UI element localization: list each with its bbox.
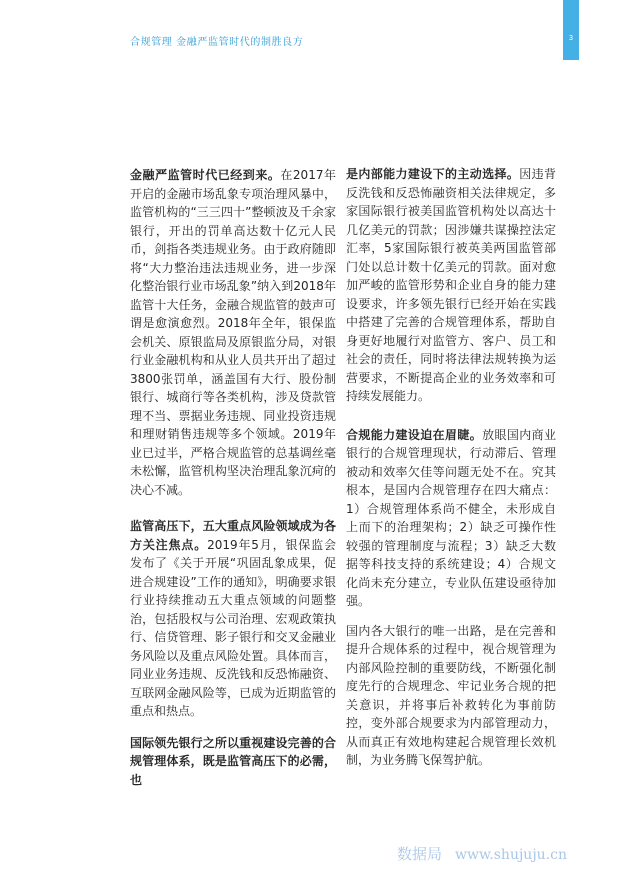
page-number-tab (563, 0, 579, 60)
paragraph (130, 166, 336, 499)
watermark-brand: 数据局 (397, 845, 443, 863)
paragraph (346, 622, 556, 770)
left-text-column (130, 166, 336, 789)
paragraph (130, 734, 336, 790)
paragraph (346, 165, 556, 406)
paragraph-body: 国内各大银行的唯一出路，是在完善和提升合规体系的过程中，视合规管理为内部风险控制的重要防线，不断强化制度先行的合规理念、牢记业务合规的把关意识，并将事后补救转化为事前防控，变外部合规要求为内部管理动力，从而真正有效地构建起合规管理长效机制，为业务腾飞保驾护航。 (346, 623, 556, 767)
paragraph-lead: 监管高压下，五大重点风险领域成为各方关注焦点。 (130, 519, 336, 552)
paragraph-lead: 合规能力建设迫在眉睫。 (346, 427, 483, 442)
page-number: 3 (568, 34, 574, 42)
paragraph (130, 517, 336, 721)
paragraph-body: 因违背反洗钱和反恐怖融资相关法律规定，多家国际银行被美国监管机构处以高达十几亿美元的罚款；因涉嫌共谋操控法定汇率，5家国际银行被英美两国监管部门处以总计数十亿美元的罚款。面对愈加严峻的监管形势和企业自身的能力建设要求，许多领先银行已经开始在实践中搭建了完善的合规管理体系，帮助自身更好地履行对监管方、客户、员工和社会的责任，同时将法律法规转换为运营要求，不断提高企业的业务效率和可持续发展能力。 (346, 167, 556, 403)
right-text-column (346, 165, 556, 770)
paragraph-lead: 是内部能力建设下的主动选择。 (346, 167, 520, 181)
paragraph-lead: 金融严监管时代已经到来。 (130, 168, 281, 182)
running-header-title: 合规管理 金融严监管时代的制胜良方 (130, 37, 304, 48)
paragraph-body: 2019年5月，银保监会发布了《关于开展“巩固乱象成果，促进合规建设”工作的通知》，明确要求银行业持续推动五大重点领域的问题整治，包括股权与公司治理、宏观政策执行、信贷管理、影子银行和交叉金融业务风险以及重点风险处置。具体而言，同业业务违规、反洗钱和反恐怖融资、互联网金融风险等，已成为近期监管的重点和热点。 (130, 537, 336, 718)
paragraph (346, 426, 556, 611)
paragraph-body: 放眼国内商业银行的合规管理现状，行动滞后、管理被动和效率欠佳等问题无处不在。究其根本，是国内合规管理存在四大痛点：1）合规管理体系尚不健全，未形成自上而下的治理架构；2）缺乏可操作性较强的管理制度与流程；3）缺乏大数据等科技支持的系统建设；4）合规文化尚未充分建立，专业队伍建设亟待加强。 (346, 427, 556, 608)
watermark-url: www.shujuju.cn (455, 847, 567, 863)
paragraph-body: 在2017年开启的金融市场乱象专项治理风暴中，监管机构的“三三四十”整顿波及千余家银行，开出的罚单高达数十亿元人民币，剑指各类违规业务。由于政府随即将“大力整治违法违规业务，进一步深化整治银行业市场乱象”纳入到2018年监管十大任务，金融合规监管的鼓声可谓是愈演愈烈。2018年全年，银保监会机关、原银监局及原银监分局，对银行业金融机构和从业人员共开出了超过3800张罚单，涵盖国有大行、股份制银行、城商行等各类机构，涉及贷款管理不当、票据业务违规、同业投资违规和理财销售违规等多个领域。2019年业已过半，严格合规监管的总基调丝毫未松懈，监管机构坚决治理乱象沉疴的决心不减。 (130, 168, 336, 497)
paragraph-lead: 国际领先银行之所以重视建设完善的合规管理体系，既是监管高压下的必需，也 (130, 735, 336, 787)
